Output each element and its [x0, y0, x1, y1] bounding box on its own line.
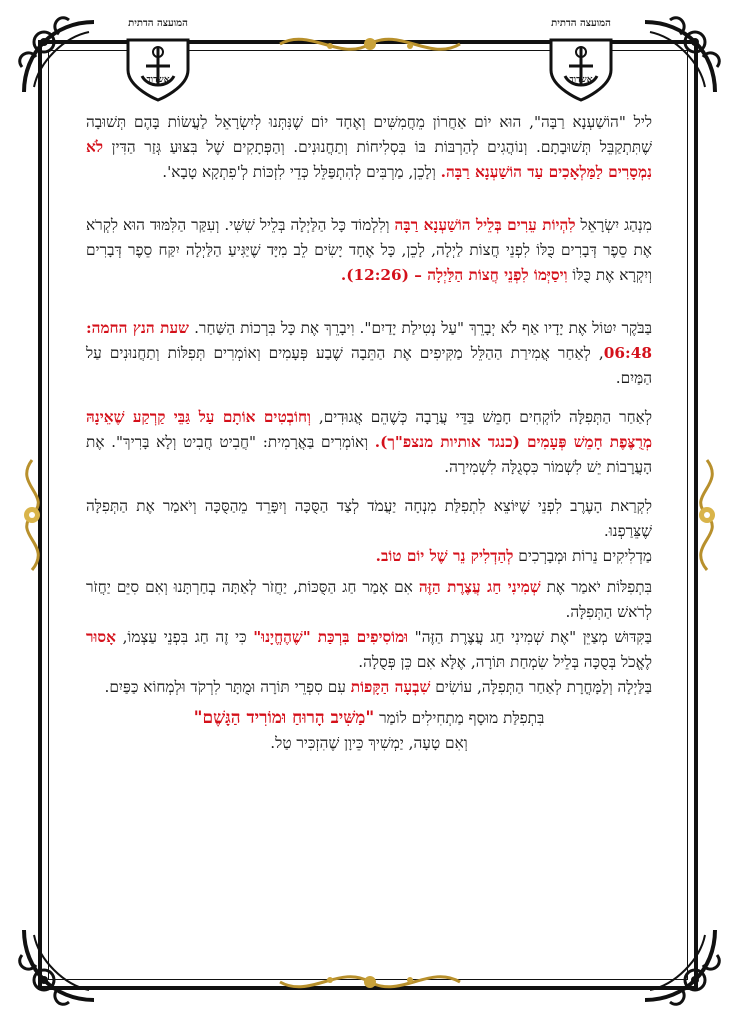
paragraph-night-study: מִנְהַג יִשְׂרָאֵל לִהְיוֹת עֵרִים בְּלֵיל הוֹשַׁעְנָא רַבָּה וְלִלְמוֹד כָּל הַלַּיְלָה בְּלֵיל שִׁשִּׁי. וְעִקַּר הַלִּמּוּד הוּא לִקְרֹא אֶת סֵפֶר דְּבָרִים כֻּלּוֹ לִפְנֵי חֲצוֹת לַיְלָה, לָכֵן, כָּל אֶחָד יָשִׂים לֵב מִיָּד שֶׁיַּגִּיעַ הַלַּיְלָה יִקַּח סֵפֶר דְּבָרִים וְיִקְרָא אֶת כֻּלּוֹ וִיסַיְּמוֹ לִפְנֵי חֲצוֹת הַלַּיְלָה – (12:26). [86, 216, 652, 284]
emblem-city: אשדוד [569, 75, 593, 85]
emblem-title: המועצה הדתית [128, 18, 188, 29]
paragraph-sukkah-farewell: לִקְרַאת הָעֶרֶב לִפְנֵי שֶׁיּוֹצֵא לִתְפִלַּת מִנְחָה יַעֲמֹד לְצַד הַסֻּכָּה וְיִפָּרֵד מֵהַסֻּכָּה וְיֹאמַר אֶת הַתְּפִלָּה שֶׁצֵּרַפְנוּ. [86, 497, 652, 540]
paragraph-morning: בַּבֹּקֶר יִטּוֹל אֶת יָדָיו אַף לֹא יְבָרֵךְ "עַל נְטִילַת יָדַיִם". וִיבָרֵךְ אֶת כָּל בִּרְכוֹת הַשַּׁחַר. שעת הנץ החמה: 06:48, לְאַחַר אֲמִירַת הַהַלֵּל מַקִּיפִים אֶת הַתֵּבָה שֶׁבַע פְּעָמִים וְאוֹמְרִים תְּפִלּוֹת וְתַחֲנוּנִים עַל הַמַּיִם. [86, 319, 652, 387]
corner-ornament-icon [14, 12, 104, 102]
corner-ornament-icon [635, 12, 725, 102]
emblem-title: המועצה הדתית [551, 18, 611, 29]
paragraph-prayers: בִּתְפִלּוֹת יֹאמַר אֶת שְׁמִינִי חַג עֲצֶרֶת הַזֶּה אִם אָמַר חַג הַסֻּכּוֹת, יַחֲזֹר לְאַתָּה בְחַרְתָּנוּ וְאִם סִיֵּם יַחֲזֹר לְרֹאשׁ הַתְּפִלָּה. [86, 578, 652, 621]
paragraph-hoshana-raba: ליל "הוֹשַׁעְנָא רַבָּה", הוּא יוֹם אַחֲרוֹן מֵחֲמִשִּׁים וְאֶחָד יוֹם שֶׁנִּתְּנוּ לְיִשְׂרָאֵל לַעֲשׂוֹת בָּהֶם תְּשׁוּבָה שֶׁתִּתְקַבֵּל תְּשׁוּבָתָם. וְנוֹהֲגִים לְהַרְבּוֹת בּוֹ בִּסְלִיחוֹת וְתַחֲנוּנִים. וְהַפְּתָקִים שֶׁל בִּצּוּעַ גְּזַר הַדִּין לֹא נִמְסָרִים לַמַּלְאָכִים עַד הוֹשַׁעְנָא רַבָּה. וְלָכֵן, מַרְבִּים לְהִתְפַּלֵּל כְּדֵי לִזְכּוֹת לְ'פִתְקָא טָבָא'. [86, 113, 652, 181]
paragraph-kiddush: בַּקִּדּוּשׁ מְצַיֵּן "אֶת שְׁמִינִי חַג עֲצֶרֶת הַזֶּה" וּמוֹסִיפִים בִּרְכַּת "שֶׁהֶחֱיָנוּ" כִּי זֶה חַג בִּפְנֵי עַצְמוֹ, אָסוּר לֶאֱכֹל בְּסֻכָּה בְּלֵיל שִׂמְחַת תּוֹרָה, אֶלָּא אִם כֵּן פְּסֻלָה. [86, 628, 652, 671]
paragraph-candles: מַדְלִיקִים נֵרוֹת וּמְבָרְכִים לְהַדְלִיק נֵר שֶׁל יוֹם טוֹב. [375, 547, 652, 565]
council-emblem [535, 14, 627, 106]
document-body [86, 110, 652, 970]
emblem-city: אשדוד [146, 75, 170, 85]
council-emblem [112, 14, 204, 106]
gold-side-ornament-icon [683, 455, 731, 575]
gold-flourish-icon [270, 22, 470, 66]
paragraph-geshem: בִּתְפִלַּת מוּסָף מַתְחִילִים לוֹמַר "מַשִּׁיב הָרוּחַ וּמוֹרִיד הַגָּשֶׁם" וְאִם טָעָה, יַמְשִׁיךְ כֵּיוָן שֶׁהִזְכִּיר טַל. [193, 708, 545, 752]
paragraph-aravot: לְאַחַר הַתְּפִלָּה לוֹקְחִים חָמֵשׁ בַּדֵּי עֲרָבָה כְּשֶׁהֵם אֲגוּדִים, וְחוֹבְטִים אוֹתָם עַל גַּבֵּי קַרְקַע שֶׁאֵינָהּ מְרֻצֶּפֶת חָמֵשׁ פְּעָמִים (כנגד אותיות מנצפ"ך). וְאוֹמְרִים בַּאֲרָמִית: "חֲבִיט חֲבִיט וְלָא בָּרִיךְ". אֶת הָעֲרָבוֹת יֵשׁ לִשְׁמוֹר כִּסְגֻלָּה לִשְׁמִירָה. [86, 408, 653, 476]
gold-side-ornament-icon [8, 455, 56, 575]
paragraph-hakafot: בַּלַּיְלָה וְלַמָּחֳרָת לְאַחַר הַתְּפִלָּה, עוֹשִׂים שִׁבְעָה הַקָּפוֹת עִם סִפְרֵי תּוֹרָה וּמֻתָּר לִרְקֹד וּלְמְחוֹא כַּפַּיִם. [104, 678, 652, 696]
